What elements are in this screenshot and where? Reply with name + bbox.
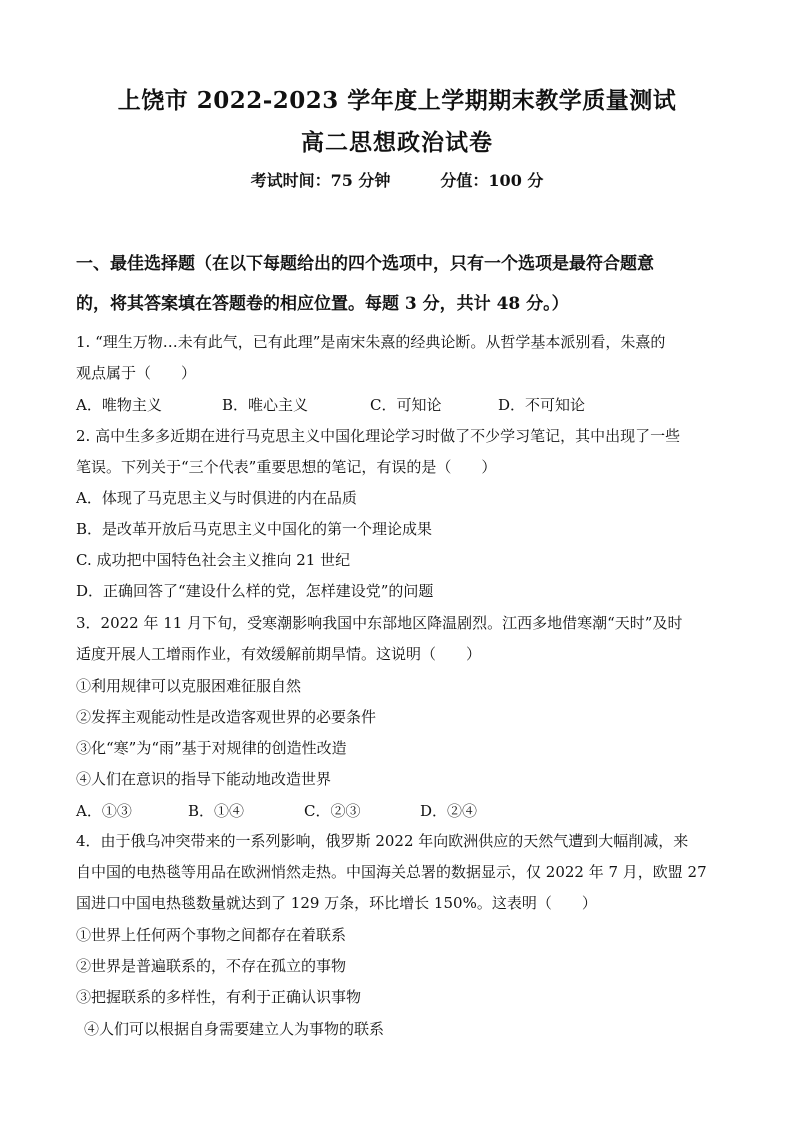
exam-subtitle: 高二思想政治试卷 <box>301 129 493 156</box>
q2-option-d: D．正确回答了“建设什么样的党，怎样建设党”的问题 <box>76 582 434 600</box>
exam-meta <box>0 168 794 191</box>
q2-option-b: B．是改革开放后马克思主义中国化的第一个理论成果 <box>76 520 433 538</box>
exam-time: 考试时间：75 分钟 <box>250 171 391 190</box>
q4-statement-2: ②世界是普遍联系的，不存在孤立的事物 <box>76 957 347 975</box>
q4-stem-line2: 自中国的电热毯等用品在欧洲悄然走热。中国海关总署的数据显示，仅 2022 年 7 月，欧盟 27 <box>76 863 707 881</box>
q2-stem-line2: 笔误。下列关于“三个代表”重要思想的笔记，有误的是（ ） <box>76 458 497 476</box>
q3-statement-3: ③化“寒”为“雨”基于对规律的创造性改造 <box>76 739 347 757</box>
q3-stem-line2: 适度开展人工增雨作业，有效缓解前期旱情。这说明（ ） <box>76 645 482 663</box>
q2-option-a: A．体现了马克思主义与时俱进的内在品质 <box>76 489 357 507</box>
section-heading-line2: 的，将其答案填在答题卷的相应位置。每题 3 分，共计 48 分。） <box>76 294 569 314</box>
q1-option-a: A．唯物主义 <box>76 396 162 414</box>
q1-option-c: C．可知论 <box>370 396 442 414</box>
q3-statement-4: ④人们在意识的指导下能动地改造世界 <box>76 770 332 788</box>
q3-option-b: B．①④ <box>188 802 245 820</box>
q1-stem-line2: 观点属于（ ） <box>76 364 197 382</box>
q4-statement-1: ①世界上任何两个事物之间都存在着联系 <box>76 926 347 944</box>
q3-statement-2: ②发挥主观能动性是改造客观世界的必要条件 <box>76 708 377 726</box>
q2-stem-line1: 2. 高中生多多近期在进行马克思主义中国化理论学习时做了不少学习笔记，其中出现了一些 <box>76 427 681 445</box>
q2-option-c: C. 成功把中国特色社会主义推向 21 世纪 <box>76 551 351 569</box>
q3-stem-line1: 3．2022 年 11 月下旬，受寒潮影响我国中东部地区降温剧烈。江西多地借寒潮“天时”及时 <box>76 614 683 632</box>
q4-statement-4: ④人们可以根据自身需要建立人为事物的联系 <box>84 1020 385 1038</box>
q4-statement-3: ③把握联系的多样性，有利于正确认识事物 <box>76 988 362 1006</box>
q3-option-d: D．②④ <box>420 802 478 820</box>
q3-statement-1: ①利用规律可以克服困难征服自然 <box>76 677 302 695</box>
q4-stem-line1: 4．由于俄乌冲突带来的一系列影响，俄罗斯 2022 年向欧洲供应的天然气遭到大幅削减，来 <box>76 832 689 850</box>
q1-stem-line1: 1. “理生万物…未有此气，已有此理”是南宋朱熹的经典论断。从哲学基本派别看，朱熹的 <box>76 333 666 351</box>
exam-title: 上饶市 2022-2023 学年度上学期期末教学质量测试 <box>117 87 677 114</box>
section-heading-line1: 一、最佳选择题（在以下每题给出的四个选项中，只有一个选项是最符合题意 <box>76 254 654 274</box>
q3-option-c: C．②③ <box>304 802 361 820</box>
q4-stem-line3: 国进口中国电热毯数量就达到了 129 万条，环比增长 150%。这表明（ ） <box>76 894 597 912</box>
q1-option-b: B．唯心主义 <box>222 396 309 414</box>
q1-option-d: D．不可知论 <box>498 396 586 414</box>
exam-score: 分值：100 分 <box>440 171 544 190</box>
q3-option-a: A．①③ <box>76 802 132 820</box>
